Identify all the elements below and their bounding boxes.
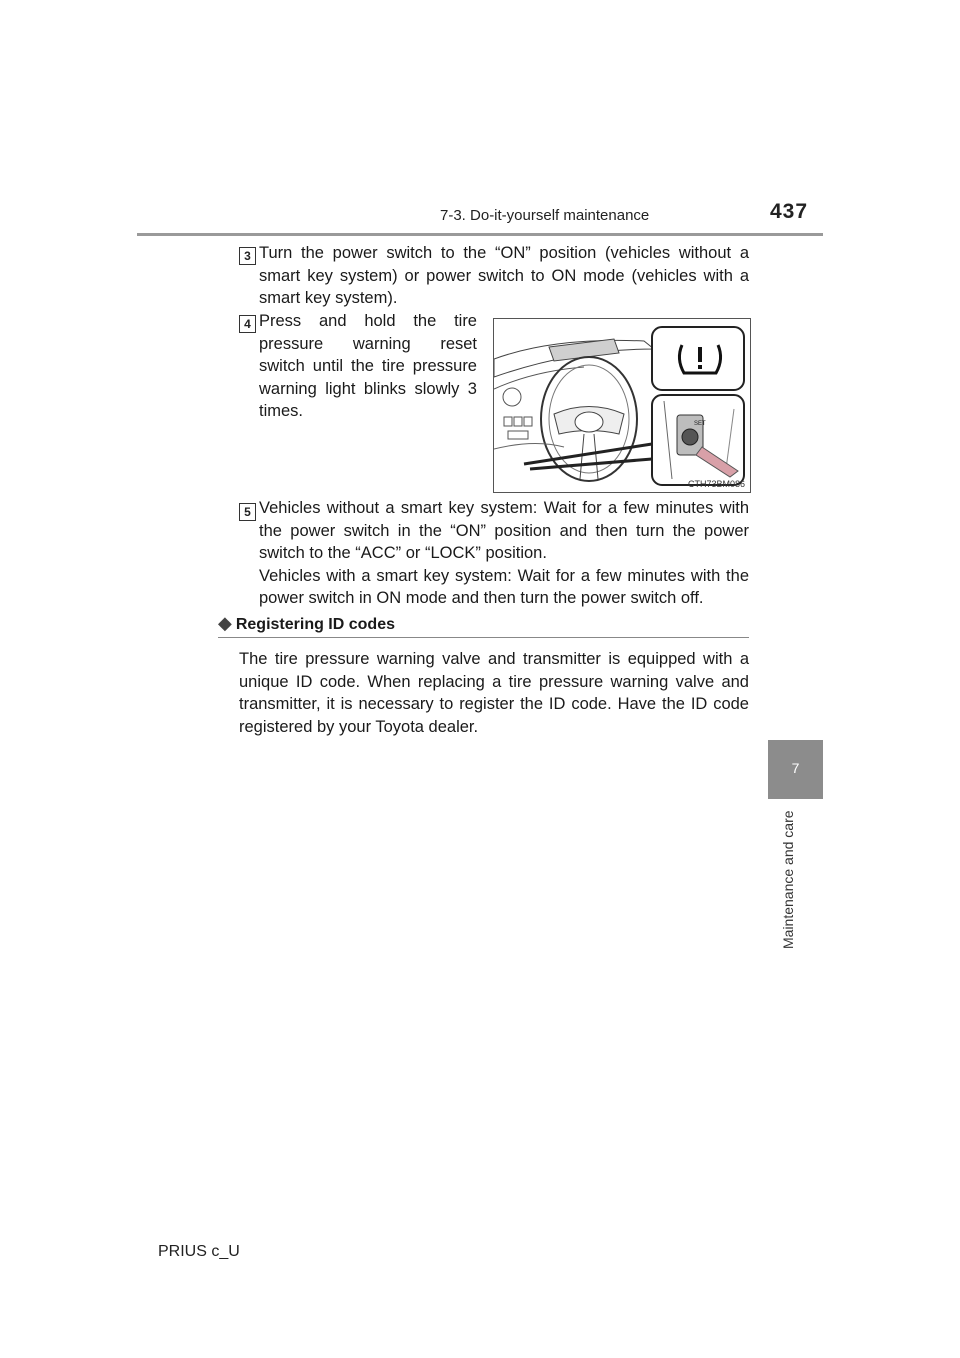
diamond-icon: ◆ [218, 613, 232, 633]
section-heading [218, 613, 395, 634]
step-5-paragraph-1: Vehicles without a smart key system: Wait for a few minutes with the power switch in the “ON” position and then turn the power switch to the “ACC” or “LOCK” position. [259, 499, 749, 562]
dashboard-illustration [494, 319, 750, 492]
section-body [239, 648, 749, 738]
step-5-paragraph-2: Vehicles with a smart key system: Wait for a few minutes with the power switch in ON mode and then turn the power switch off. [259, 566, 749, 607]
header-section-title: 7-3. Do-it-yourself maintenance [440, 207, 650, 224]
step-number-3: 3 [239, 247, 256, 265]
step-3-text [259, 242, 749, 310]
footer-model: PRIUS c_U [158, 1243, 240, 1260]
chapter-side-label-area [768, 799, 823, 959]
step-4-paragraph: Press and hold the tire pressure warning reset switch until the tire pressure warning light blinks slowly 3 times. [259, 312, 477, 420]
page-number: 437 [770, 200, 809, 223]
step-number-5: 5 [239, 503, 256, 521]
figure-code: CTH73BM086 [687, 479, 745, 489]
chapter-number: 7 [791, 760, 800, 776]
step-4-text [259, 310, 477, 423]
reset-switch-figure [493, 318, 751, 493]
section-divider [218, 637, 749, 638]
section-title: Registering ID codes [235, 616, 395, 633]
step-3-paragraph: Turn the power switch to the “ON” position (vehicles without a smart key system) or power switch to ON mode (vehicles with a smart key system). [259, 244, 749, 307]
header-divider [137, 233, 823, 236]
step-5-text [259, 497, 749, 610]
chapter-label: Maintenance and care [780, 810, 796, 949]
chapter-tab [768, 740, 823, 799]
set-switch-label: SET [694, 421, 706, 427]
step-number-4: 4 [239, 315, 256, 333]
section-paragraph: The tire pressure warning valve and transmitter is equipped with a unique ID code. When replacing a tire pressure warning valve and transmitter, it is necessary to register the ID code. Have the ID code registered by your Toyota dealer. [239, 650, 749, 736]
